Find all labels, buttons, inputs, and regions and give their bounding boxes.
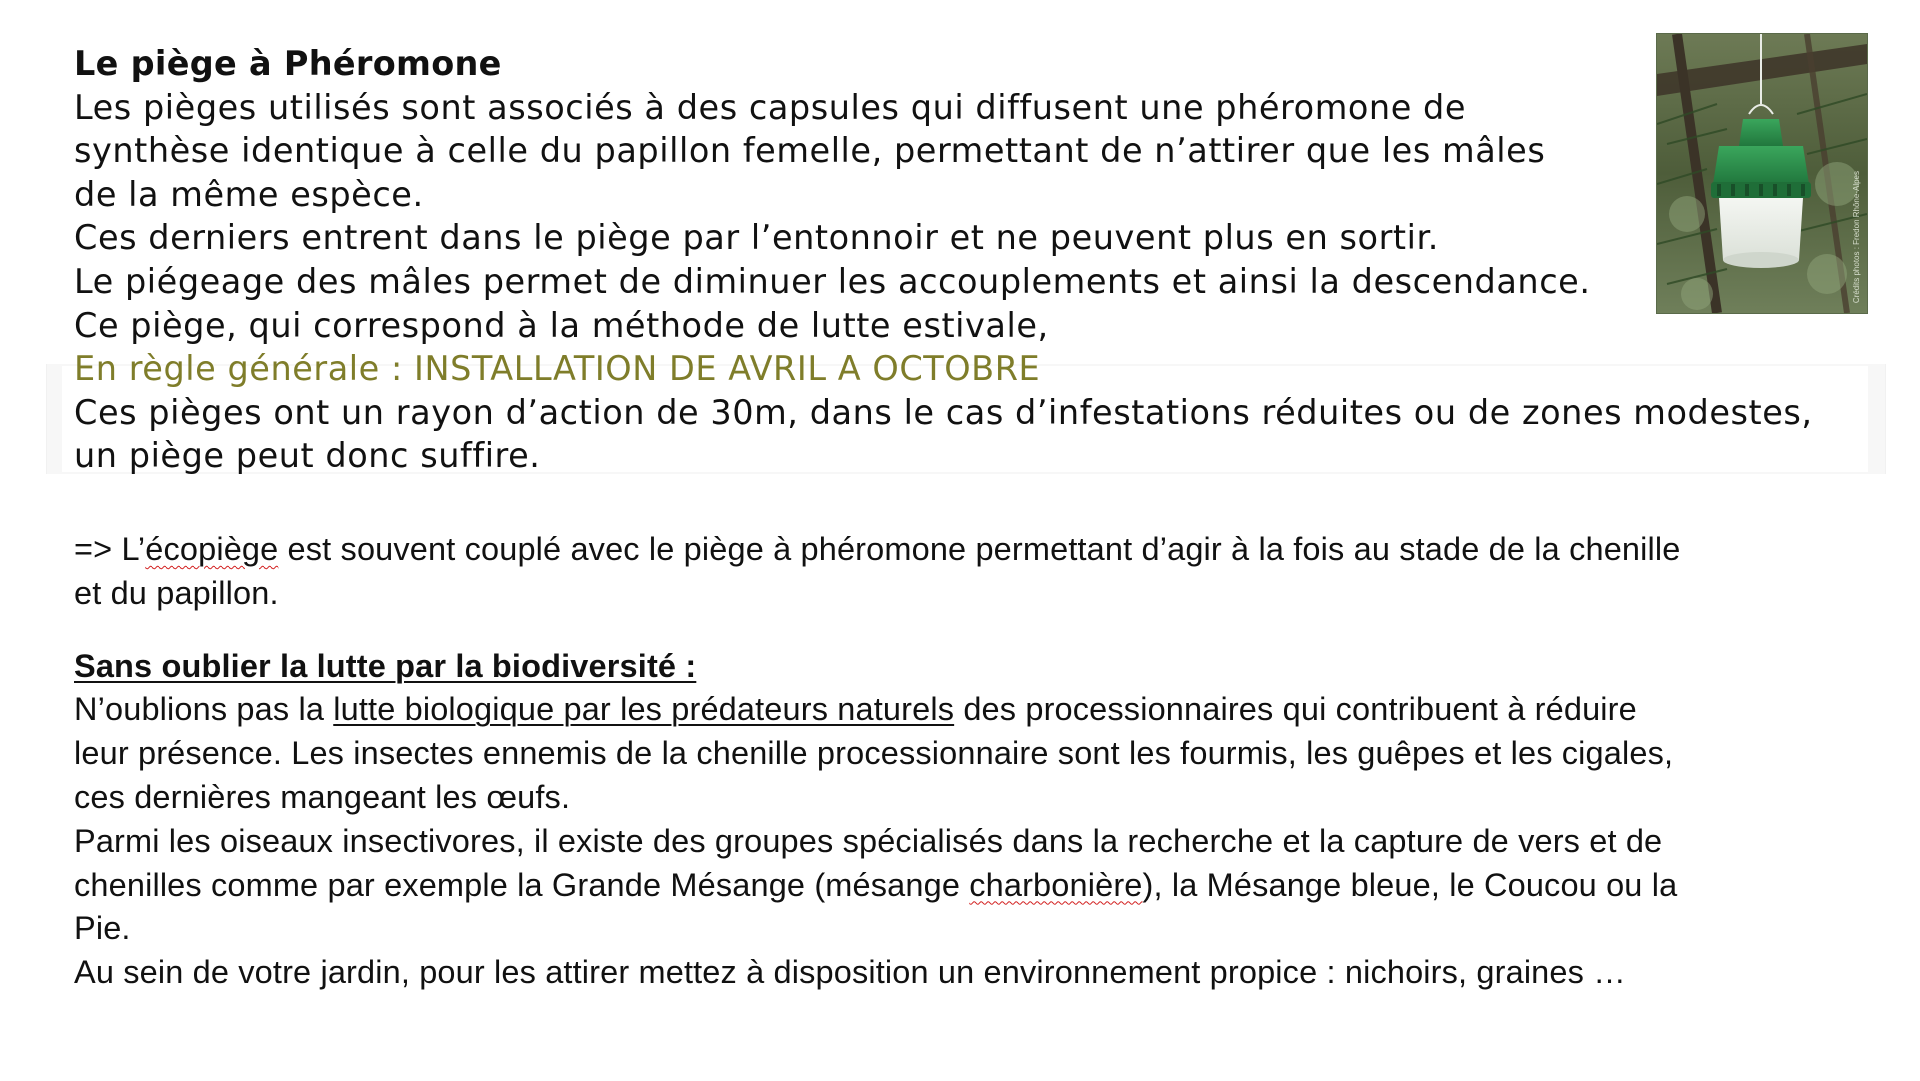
photo-credit: Crédits photos : Fredon Rhône-Alpes <box>1852 170 1861 303</box>
paragraph-line: Ce piège, qui correspond à la méthode de lutte estivale, <box>74 305 1049 345</box>
biodiversity-text: des processionnaires qui contribuent à réduire <box>954 691 1637 728</box>
biodiversity-line-1 <box>74 688 1874 732</box>
biodiversity-line-4: Parmi les oiseaux insectivores, il existe des groupes spécialisés dans la recherche et la capture de vers et de <box>74 822 1663 859</box>
ecopiege-prefix: => L’ <box>74 531 146 567</box>
ecopiege-text: est souvent couplé avec le piège à phéromone permettant d’agir à la fois au stade de la chenille <box>278 531 1681 567</box>
ecopiege-line-1 <box>74 528 1874 572</box>
ecopiege-line-2: et du papillon. <box>74 574 279 611</box>
biodiversity-line-7: Au sein de votre jardin, pour les attirer mettez à disposition un environnement propice : nichoirs, graines … <box>74 954 1626 991</box>
paragraph-line: Ces pièges ont un rayon d’action de 30m, dans le cas d’infestations réduites ou de zones modestes, <box>74 392 1813 432</box>
biodiversity-title: Sans oublier la lutte par la biodiversité : <box>74 647 697 684</box>
paragraph-line: Le piégeage des mâles permet de diminuer les accouplements et ainsi la descendance. <box>74 261 1591 301</box>
biodiversity-text: ), la Mésange bleue, le Coucou ou la <box>1142 866 1678 903</box>
biodiversity-line-3: ces dernières mangeant les œufs. <box>74 778 571 815</box>
paragraph-line: un piège peut donc suffire. <box>74 436 541 476</box>
paragraph-line: de la même espèce. <box>74 174 424 214</box>
trap-image-illustration <box>1657 34 1867 313</box>
biodiversity-line-6: Pie. <box>74 910 131 947</box>
paragraph-spacer <box>74 616 1874 645</box>
biodiversity-title-line <box>74 645 1874 689</box>
paragraph-line: Ces derniers entrent dans le piège par l’entonnoir et ne peuvent plus en sortir. <box>74 218 1439 258</box>
paragraph-line: Les pièges utilisés sont associés à des capsules qui diffusent une phéromone de <box>74 87 1467 127</box>
spellcheck-word: écopiège <box>145 531 279 567</box>
biodiversity-text: N’oublions pas la <box>74 691 334 728</box>
biodiversity-line-5 <box>74 864 1874 908</box>
spellcheck-word: charbonière <box>969 866 1143 903</box>
section-title: Le piège à Phéromone <box>74 44 502 83</box>
biodiversity-line-2: leur présence. Les insectes ennemis de la chenille processionnaire sont les fourmis, les guêpes et les cigales, <box>74 735 1674 772</box>
pheromone-trap-photo <box>1656 33 1868 314</box>
biodiversity-text: chenilles comme par exemple la Grande Mésange (mésange <box>74 866 970 903</box>
ecopiege-and-biodiversity <box>74 528 1874 995</box>
pheromone-section <box>74 42 1874 478</box>
paragraph-line: synthèse identique à celle du papillon femelle, permettant de n’attirer que les mâles <box>74 131 1546 171</box>
natural-predators-link[interactable]: lutte biologique par les prédateurs naturels <box>333 691 955 728</box>
installation-period-highlight: En règle générale : INSTALLATION DE AVRIL A OCTOBRE <box>74 349 1041 389</box>
